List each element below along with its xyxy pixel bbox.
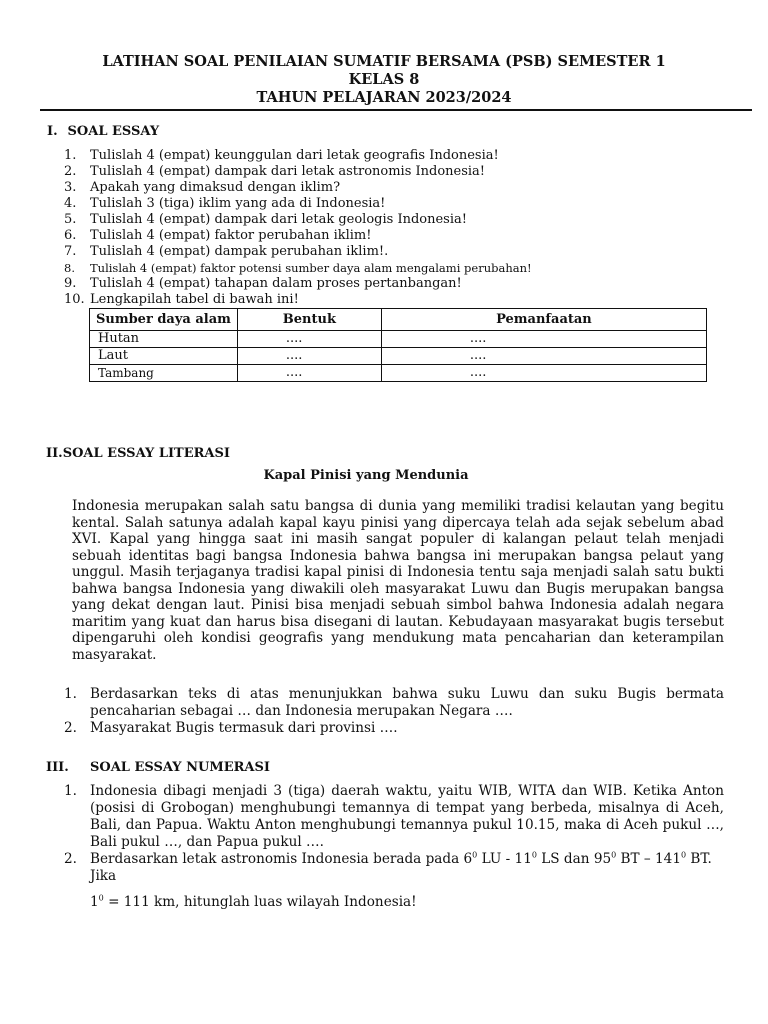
question-number: 1.: [64, 686, 77, 702]
question-number: 9.: [64, 276, 77, 291]
table-cell: ....: [237, 365, 381, 382]
question-number: 4.: [64, 196, 77, 211]
question-text: Tulislah 4 (empat) keunggulan dari letak geografis Indonesia!: [90, 148, 499, 163]
section3-question-list: [64, 783, 724, 911]
question-text-part: BT – 141: [616, 851, 681, 867]
question-item: [64, 196, 724, 212]
question-number: 2.: [64, 720, 77, 736]
question-text: Berdasarkan teks di atas menunjukkan bahwa suku Luwu dan suku Bugis bermata pencaharian sebagai … dan Indonesia merupakan Negara ….: [90, 686, 724, 719]
section1-title: SOAL ESSAY: [67, 124, 160, 139]
question-text-part: LU - 11: [477, 851, 532, 867]
section3-heading: [46, 760, 270, 776]
question-number: 6.: [64, 228, 77, 243]
question-text: Tulislah 4 (empat) tahapan dalam proses pertanbangan!: [90, 276, 462, 291]
table-cell: ....: [381, 348, 706, 365]
table-row: [90, 331, 707, 348]
question-item: [64, 720, 724, 737]
header-title: LATIHAN SOAL PENILAIAN SUMATIF BERSAMA (PSB) SEMESTER 1: [102, 53, 666, 70]
table-cell: ....: [237, 331, 381, 348]
header-class: KELAS 8: [348, 71, 420, 88]
question-number: 7.: [64, 244, 77, 259]
table-cell: ....: [381, 365, 706, 382]
question-number: 5.: [64, 212, 77, 227]
question-text: Lengkapilah tabel di bawah ini!: [90, 292, 299, 307]
header-divider: [40, 109, 752, 111]
section1-number: I.: [47, 124, 58, 139]
section3-number: III.: [46, 760, 69, 775]
question-text: Masyarakat Bugis termasuk dari provinsi ….: [90, 720, 398, 736]
section2-title: SOAL ESSAY LITERASI: [62, 446, 230, 461]
question-item: [64, 686, 724, 720]
column-header: Pemanfaatan: [381, 309, 706, 331]
question-number: 3.: [64, 180, 77, 195]
question-number: 8.: [64, 261, 75, 275]
question-text: Tulislah 4 (empat) faktor potensi sumber daya alam mengalami perubahan!: [90, 261, 532, 275]
question-text: Tulislah 4 (empat) dampak dari letak astronomis Indonesia!: [90, 164, 486, 179]
question-item: [64, 148, 724, 164]
question-text-part: = 111 km, hitunglah luas wilayah Indonesia!: [103, 894, 417, 910]
column-header: Bentuk: [237, 309, 381, 331]
question-number: 1.: [64, 148, 77, 163]
question-number: 2.: [64, 851, 77, 867]
section2-number: II.: [46, 446, 63, 461]
table-cell: Tambang: [90, 365, 238, 382]
question-item: [64, 276, 724, 292]
question-text-part: Berdasarkan letak astronomis Indonesia berada pada 6: [90, 851, 473, 867]
question-item: [64, 180, 724, 196]
question-text: Tulislah 4 (empat) dampak perubahan iklim!.: [90, 244, 389, 259]
degree-sign: 0: [531, 850, 537, 860]
question-number: 2.: [64, 164, 77, 179]
question-item: [64, 212, 724, 228]
degree-sign: 0: [98, 893, 104, 903]
document-header: [0, 53, 768, 107]
section3-title: SOAL ESSAY NUMERASI: [90, 760, 270, 775]
question-text: Tulislah 4 (empat) faktor perubahan iklim!: [90, 228, 372, 243]
header-year: TAHUN PELAJARAN 2023/2024: [256, 89, 512, 106]
degree-sign: 0: [472, 850, 478, 860]
table-cell: ....: [237, 348, 381, 365]
table-cell: ....: [381, 331, 706, 348]
table-row: [90, 365, 707, 382]
question-item: [64, 783, 724, 851]
question-number: 10.: [64, 292, 85, 307]
question-text: Indonesia dibagi menjadi 3 (tiga) daerah waktu, yaitu WIB, WITA dan WIB. Ketika Anton (posisi di Grobogan) menghubungi temannya di tempat yang berbeda, misalnya di Aceh, Bali, dan Papua. Waktu Anton menghubungi temannya pukul 10.15, maka di Aceh pukul …, Bali pukul …, dan Papua pukul ….: [90, 783, 724, 850]
question-item: [64, 292, 724, 308]
question-item: [64, 260, 724, 276]
question-item: [64, 164, 724, 180]
question-text: Apakah yang dimaksud dengan iklim?: [90, 180, 341, 195]
section2-heading: [46, 446, 230, 462]
story-title: Kapal Pinisi yang Mendunia: [263, 468, 469, 483]
degree-sign: 0: [611, 850, 617, 860]
column-header: Sumber daya alam: [90, 309, 238, 331]
question-item: [64, 851, 724, 911]
question-item: [64, 244, 724, 260]
question-item: [64, 228, 724, 244]
question-text-part: 1: [90, 894, 99, 910]
section2-question-list: [64, 686, 724, 737]
degree-sign: 0: [680, 850, 687, 860]
resource-table: [89, 308, 707, 382]
question-number: 1.: [64, 783, 77, 799]
question-text-part: BT. Jika: [90, 851, 712, 884]
question-text-part: LS dan 95: [536, 851, 612, 867]
question-text: Tulislah 4 (empat) dampak dari letak geologis Indonesia!: [90, 212, 467, 227]
table-cell: Hutan: [90, 331, 238, 348]
table-cell: Laut: [90, 348, 238, 365]
question-text: Tulislah 3 (tiga) iklim yang ada di Indonesia!: [90, 196, 386, 211]
reading-passage: Indonesia merupakan salah satu bangsa di dunia yang memiliki tradisi kelautan yang begitu kental. Salah satunya adalah kapal kayu pinisi yang dipercaya telah ada sejak sebelum abad XVI. Kapal yang hingga saat ini masih sangat populer di kalangan pelaut telah menjadi sebuah identitas bagi bangsa Indonesia bahwa bangsa ini merupakan bangsa pelaut yang unggul. Masih terjaganya tradisi kapal pinisi di Indonesia tentu saja menjadi salah satu bukti bahwa bangsa Indonesia yang diwakili oleh masyarakat Luwu dan Bugis merupakan bangsa yang dekat dengan laut. Pinisi bisa menjadi sebuah simbol bahwa Indonesia adalah negara maritim yang kuat dan harus bisa disegani di lautan. Kebudayaan masyarakat bugis tersebut dipengaruhi oleh kondisi geografis yang mendukung mata pencaharian dan keterampilan masyarakat.: [72, 498, 724, 663]
section1-heading: [47, 124, 159, 140]
table-header-row: [90, 309, 707, 331]
section1-question-list: [64, 148, 724, 308]
question-text-line2: [90, 894, 724, 911]
table-row: [90, 348, 707, 365]
